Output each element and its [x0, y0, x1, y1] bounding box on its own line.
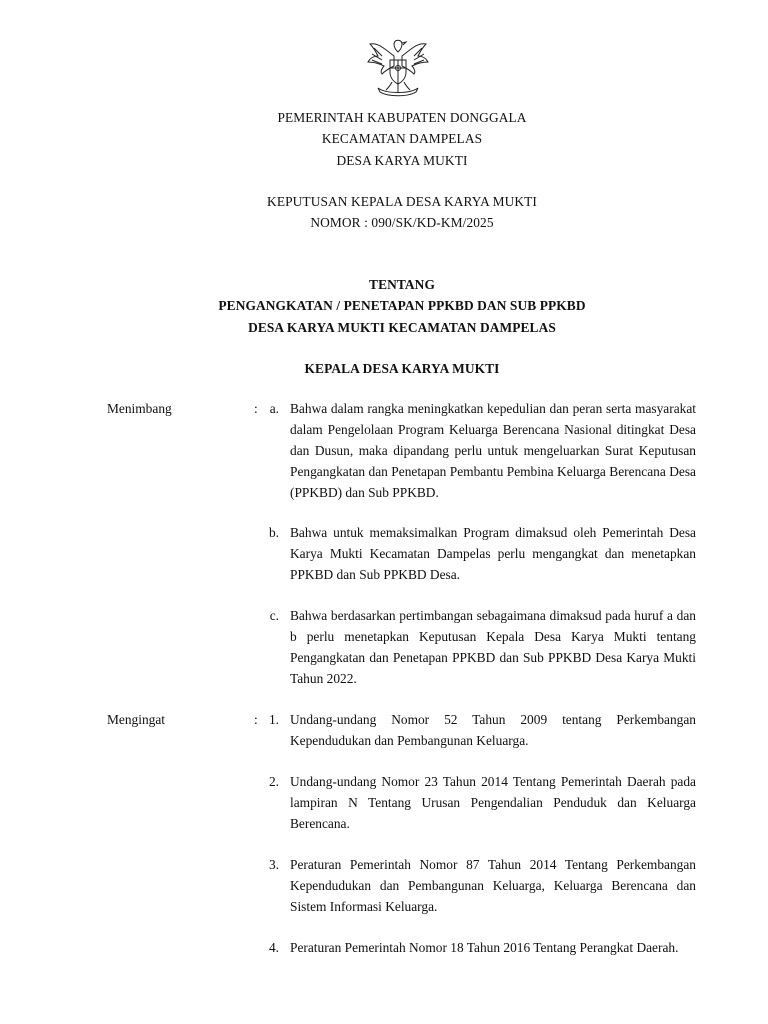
subject-line-2: DESA KARYA MUKTI KECAMATAN DAMPELAS — [248, 319, 556, 335]
mengingat-item-1: Undang-undang Nomor 52 Tahun 2009 tentang Perkembangan Kependudukan dan Pembangunan Keluarga. — [290, 712, 696, 748]
menimbang-marker-a: a. — [269, 401, 279, 416]
government-header — [0, 107, 768, 171]
issuer-heading: KEPALA DESA KARYA MUKTI — [304, 361, 500, 376]
mengingat-item-3: Peraturan Pemerintah Nomor 87 Tahun 2014 Tentang Perkembangan Kependudukan dan Pembangunan Keluarga, Keluarga Berencana dan Sistem Informasi Keluarga. — [290, 857, 696, 914]
subject-tentang: TENTANG — [369, 277, 435, 292]
menimbang-label: Menimbang — [107, 401, 172, 416]
menimbang-colon: : — [254, 401, 258, 416]
mengingat-marker-1: 1. — [268, 712, 279, 727]
header-line-regency: PEMERINTAH KABUPATEN DONGGALA — [277, 110, 527, 125]
mengingat-label: Mengingat — [107, 712, 166, 727]
mengingat-marker-4: 4. — [268, 940, 279, 955]
decision-header — [0, 191, 768, 234]
decision-number: NOMOR : 090/SK/KD-KM/2025 — [310, 215, 494, 231]
decision-title: KEPUTUSAN KEPALA DESA KARYA MUKTI — [267, 194, 537, 209]
garuda-emblem-icon — [364, 36, 432, 98]
mengingat-item-2: Undang-undang Nomor 23 Tahun 2014 Tentang Pemerintah Daerah pada lampiran N Tentang Urusan Pengendalian Penduduk dan Keluarga Berencana. — [290, 774, 696, 831]
menimbang-item-a: Bahwa dalam rangka meningkatkan kepedulian dan peran serta masyarakat dalam Pengelolaan Program Keluarga Berencana Nasional ditingkat Desa dan Dusun, maka dipandang perlu untuk mengeluarkan Surat Keputusan Pengangkatan dan Penetapan Pembantu Pembina Keluarga Berencana Desa (PPKBD) dan Sub PPKBD. — [290, 401, 696, 500]
mengingat-marker-2: 2. — [268, 774, 279, 789]
menimbang-item-b: Bahwa untuk memaksimalkan Program dimaksud oleh Pemerintah Desa Karya Mukti Kecamatan Dampelas perlu mengangkat dan menetapkan PPKBD dan Sub PPKBD Desa. — [290, 525, 696, 582]
mengingat-colon: : — [254, 712, 258, 727]
header-line-village: DESA KARYA MUKTI — [336, 152, 468, 168]
menimbang-item-c: Bahwa berdasarkan pertimbangan sebagaimana dimaksud pada huruf a dan b perlu menetapkan Keputusan Kepala Desa Karya Mukti tentang Pengangkatan dan Penetapan PPKBD dan Sub PPKBD Desa Karya Mukti Tahun 2022. — [290, 608, 696, 686]
mengingat-item-4: Peraturan Pemerintah Nomor 18 Tahun 2016 Tentang Perangkat Daerah. — [290, 940, 679, 955]
subject-heading — [0, 274, 768, 338]
header-line-district: KECAMATAN DAMPELAS — [321, 131, 483, 147]
menimbang-marker-b: b. — [268, 525, 279, 540]
menimbang-marker-c: c. — [269, 608, 279, 623]
mengingat-marker-3: 3. — [268, 857, 279, 872]
subject-line-1: PENGANGKATAN / PENETAPAN PPKBD DAN SUB PPKBD — [218, 298, 586, 314]
